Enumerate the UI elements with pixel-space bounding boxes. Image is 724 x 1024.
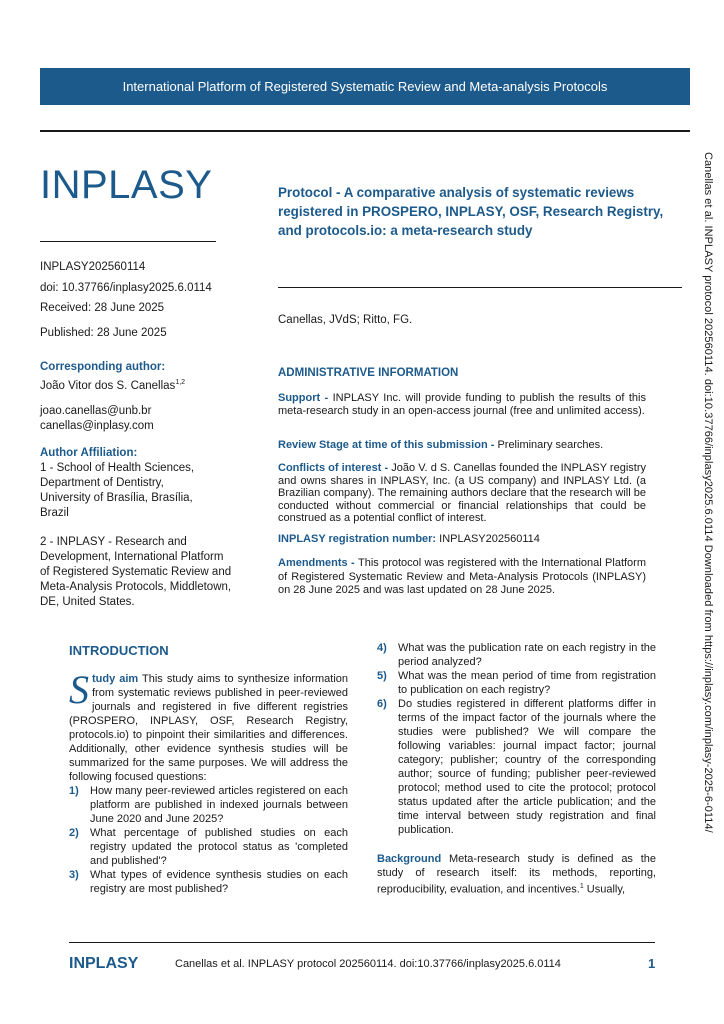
support-text: INPLASY Inc. will provide funding to publish the results of this meta-research study in an open-access journal (free and unlimited access). xyxy=(278,392,646,417)
amendments-label: Amendments - xyxy=(278,557,358,569)
question-text: How many peer-reviewed articles registered on each platform are published in indexed journals between June 2020 and June 2025? xyxy=(90,785,348,825)
email-link-2[interactable]: canellas@inplasy.com xyxy=(40,420,154,432)
logo-divider xyxy=(40,241,216,242)
study-aim-paragraph xyxy=(69,667,348,784)
corresponding-author-name xyxy=(40,375,240,394)
footer-logo: INPLASY xyxy=(69,955,139,972)
intro-right-column xyxy=(377,641,656,897)
intro-left-column xyxy=(69,667,348,896)
questions-list-right xyxy=(377,641,656,837)
background-text: Meta-research study is defined as the study of research itself: its methods, reporting, reproducibility, evaluation, and incentives. xyxy=(377,853,656,896)
email-link-1[interactable]: joao.canellas@unb.br xyxy=(40,405,152,417)
list-item xyxy=(69,784,348,826)
received-date: Received: 28 June 2025 xyxy=(40,302,165,314)
questions-list-left xyxy=(69,784,348,896)
margin-download-note[interactable]: Canellas et al. INPLASY protocol 202560114. doi:10.37766/inplasy2025.6.0114 Downloaded from https://inplasy.com/inplasy-2025-6-0114/ xyxy=(702,152,714,833)
registration-number-text: INPLASY202560114 xyxy=(439,533,540,545)
affiliation-1: 1 - School of Health Sciences, Department of Dentistry, University of Brasília, Brasília, Brazil xyxy=(40,462,195,519)
drop-cap: S xyxy=(69,667,89,712)
background-tail: Usually, xyxy=(583,883,626,896)
question-text: Do studies registered in different platforms differ in terms of the impact factor of the journals where the studies were published? We will compare the following variables: journal impact factor; journal category; publisher; country of the corresponding author; source of funding; publisher peer-reviewed protocol; method used to cite the protocol; protocol status updated after the article publication; and the time interval between study registration and final publication. xyxy=(398,698,656,836)
study-aim-label: tudy aim xyxy=(92,673,139,685)
question-number: 2) xyxy=(69,827,79,839)
inplasy-logo: INPLASY xyxy=(40,163,213,207)
conflicts-label: Conflicts of interest - xyxy=(278,462,392,474)
footer-citation: Canellas et al. INPLASY protocol 202560114. doi:10.37766/inplasy2025.6.0114 xyxy=(175,958,561,970)
conflicts-paragraph xyxy=(278,462,646,525)
review-stage-paragraph xyxy=(278,439,646,452)
corresponding-author-heading: Corresponding author: xyxy=(40,361,166,373)
background-paragraph xyxy=(377,852,656,897)
doi-text[interactable]: doi: 10.37766/inplasy2025.6.0114 xyxy=(40,282,212,294)
author-name: João Vitor dos S. Canellas xyxy=(40,379,176,392)
list-item xyxy=(69,826,348,868)
study-aim-text: This study aims to synthesize information from systematic reviews published in peer-reviewed journals and registered in five different registries (PROSPERO, INPLASY, OSF, Research Registry, protocols.io) to pinpoint their similarities and differences. Additionally, other evidence synthesis studies will be summarized for the same purposes. We will address the following focused questions: xyxy=(69,673,348,783)
author-affiliation-sup: 1,2 xyxy=(175,379,186,386)
question-text: What types of evidence synthesis studies on each registry are most published? xyxy=(90,869,348,895)
citation-sup: 1 xyxy=(579,883,584,890)
support-paragraph xyxy=(278,392,646,417)
introduction-heading: INTRODUCTION xyxy=(69,643,169,658)
review-stage-label: Review Stage at time of this submission - xyxy=(278,439,498,451)
question-number: 3) xyxy=(69,869,79,881)
question-number: 5) xyxy=(377,670,387,682)
question-text: What was the publication rate on each registry in the period analyzed? xyxy=(398,642,656,668)
published-date: Published: 28 June 2025 xyxy=(40,327,167,339)
admin-info-heading: ADMINISTRATIVE INFORMATION xyxy=(278,367,459,379)
question-text: What was the mean period of time from registration to publication on each registry? xyxy=(398,670,656,696)
list-item xyxy=(69,868,348,896)
top-divider xyxy=(40,130,690,132)
question-text: What percentage of published studies on each registry updated the protocol status as 'completed and published'? xyxy=(90,827,348,867)
list-item xyxy=(377,669,656,697)
registration-id: INPLASY202560114 xyxy=(40,261,146,273)
page-number: 1 xyxy=(648,956,656,971)
article-title: Protocol - A comparative analysis of systematic reviews registered in PROSPERO, INPLASY, OSF, Research Registry, and protocols.io: a meta-research study xyxy=(278,185,664,238)
conflicts-text: João V. d S. Canellas founded the INPLASY registry and owns shares in INPLASY, Inc. (a US company) and INPLASY Ltd. (a Brazilian company). The remaining authors declare that the research will be conducted without commercial or financial relationships that could be construed as a potential conflict of interest. xyxy=(278,462,646,524)
title-divider xyxy=(278,287,682,288)
amendments-paragraph xyxy=(278,557,646,598)
registration-number-label: INPLASY registration number: xyxy=(278,533,440,545)
list-item xyxy=(377,641,656,669)
list-item xyxy=(377,697,656,837)
affiliation-2: 2 - INPLASY - Research and Development, International Platform of Registered Systematic Review and Meta-Analysis Protocols, Middletown, DE, United States. xyxy=(40,536,232,608)
question-number: 4) xyxy=(377,642,387,654)
background-label: Background xyxy=(377,853,442,865)
author-list: Canellas, JVdS; Ritto, FG. xyxy=(278,314,413,326)
question-number: 6) xyxy=(377,698,387,710)
registration-number-paragraph xyxy=(278,533,646,546)
header-banner xyxy=(40,68,690,105)
review-stage-text: Preliminary searches. xyxy=(497,439,604,451)
footer-divider xyxy=(69,942,655,943)
banner-title: International Platform of Registered Systematic Review and Meta-analysis Protocols xyxy=(122,79,608,94)
affiliation-heading: Author Affiliation: xyxy=(40,447,138,459)
question-number: 1) xyxy=(69,785,79,797)
support-label: Support - xyxy=(278,392,333,404)
amendments-text: This protocol was registered with the International Platform of Registered Systematic Review and Meta-Analysis Protocols (INPLASY) on 28 June 2025 and was last updated on 28 June 2025. xyxy=(278,557,646,596)
